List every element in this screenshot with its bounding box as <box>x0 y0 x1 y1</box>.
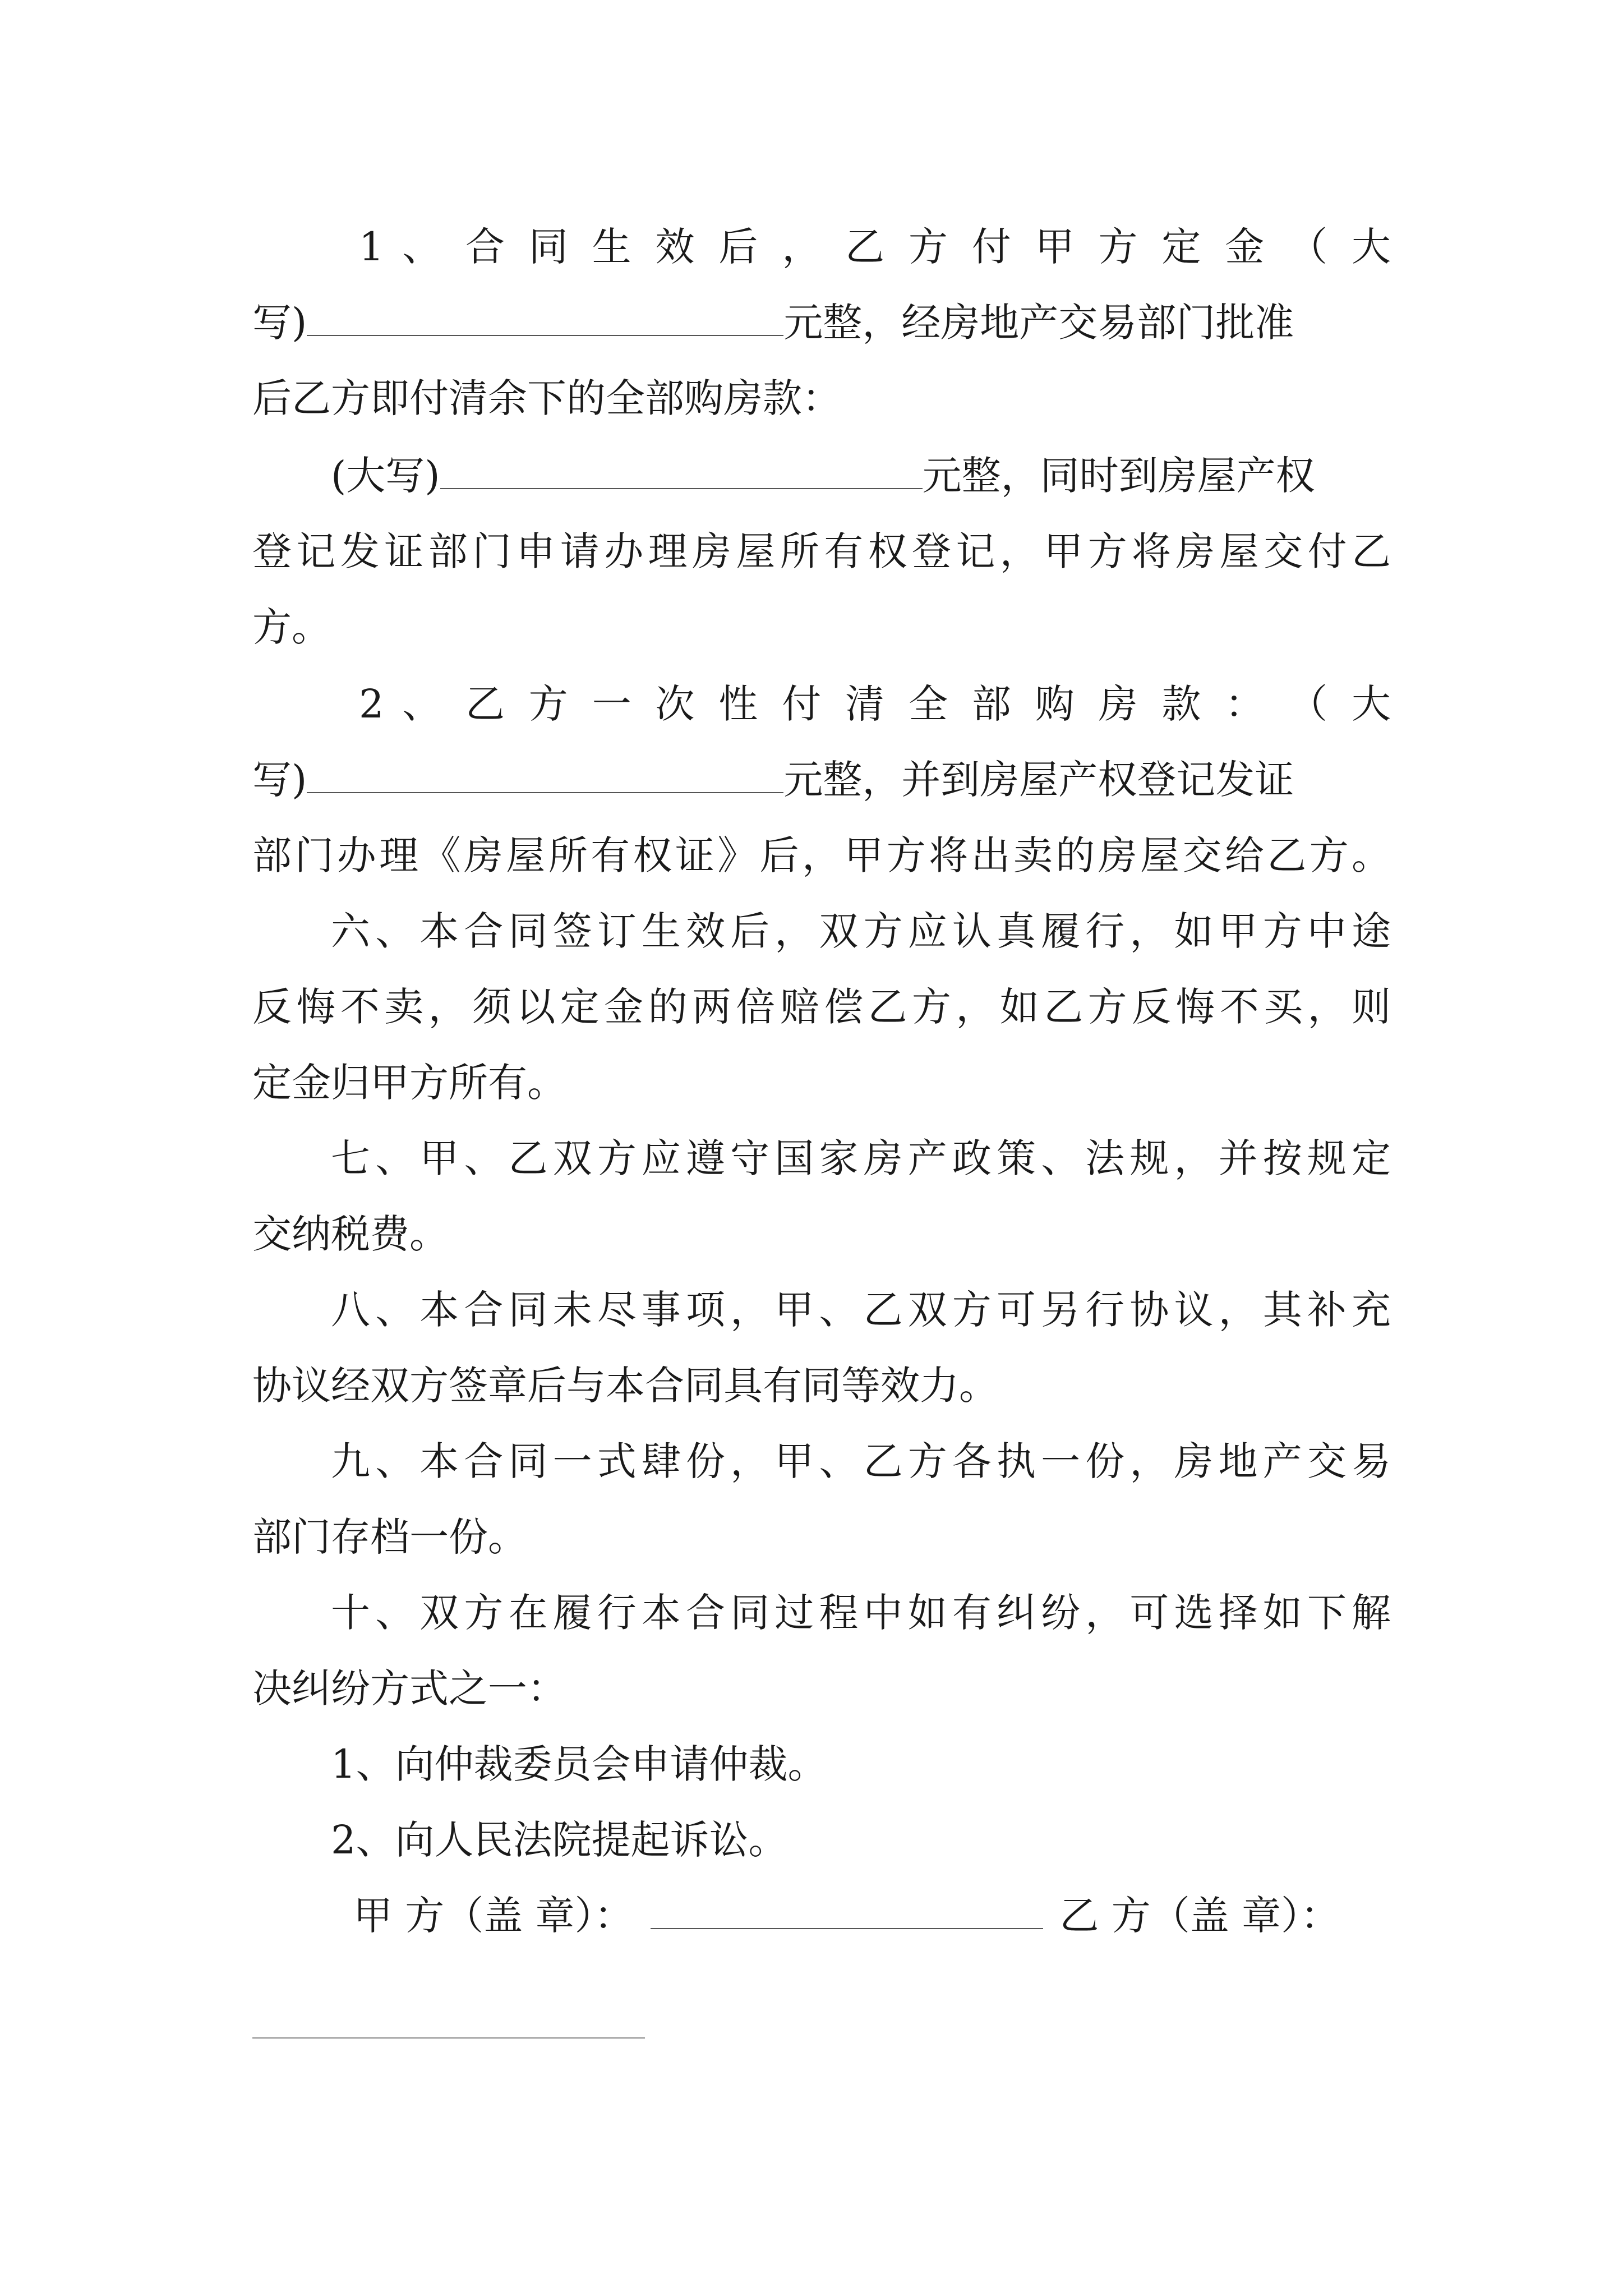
party-b-seal-blank[interactable] <box>252 2037 645 2039</box>
clause9-line1: 九、本合同一式肆份，甲、乙方各执一份，房地产交易 <box>331 1438 1391 1484</box>
item1-line1: 1 、 合 同 生 效 后 ， 乙 方 付 甲 方 定 金 （ 大 <box>359 224 1391 270</box>
clause10-option2: 2、向人民法院提起诉讼。 <box>331 1817 788 1863</box>
item2-line2 <box>252 752 1391 808</box>
item2-line2-suffix: 元整，并到房屋产权登记发证 <box>783 757 1294 803</box>
item1-line2-prefix: 写) <box>252 300 307 346</box>
item2-line2-prefix: 写) <box>252 757 307 803</box>
clause6-line3: 定金归甲方所有。 <box>252 1060 566 1106</box>
item1-line6: 方。 <box>252 604 331 650</box>
amount-blank-3[interactable] <box>307 753 783 793</box>
item1-line2 <box>252 295 1391 351</box>
item1-line2-suffix: 元整，经房地产交易部门批准 <box>783 300 1294 346</box>
item1-line5: 登记发证部门申请办理房屋所有权登记，甲方将房屋交付乙 <box>252 528 1391 574</box>
clause10-line2: 决纠纷方式之一： <box>252 1665 566 1711</box>
amount-blank-2[interactable] <box>440 449 923 489</box>
item1-line4-suffix: 元整，同时到房屋产权 <box>922 453 1315 499</box>
item1-line4-prefix: (大写) <box>331 453 440 499</box>
amount-blank-1[interactable] <box>307 296 783 336</box>
clause6-line1: 六、本合同签订生效后，双方应认真履行，如甲方中途 <box>331 908 1391 954</box>
clause7-line2: 交纳税费。 <box>252 1211 449 1257</box>
clause10-option1: 1、向仲裁委员会申请仲裁。 <box>331 1741 827 1787</box>
party-a-seal-label: 甲 方（盖 章）： <box>353 1893 634 1939</box>
signature-line <box>353 1888 1391 1944</box>
item2-line1: 2 、 乙 方 一 次 性 付 清 全 部 购 房 款 ： （ 大 <box>359 681 1391 727</box>
clause8-line1: 八、本合同未尽事项，甲、乙双方可另行协议，其补充 <box>331 1287 1391 1333</box>
clause6-line2: 反悔不卖，须以定金的两倍赔偿乙方，如乙方反悔不买，则 <box>252 984 1391 1030</box>
item1-line4 <box>331 448 1391 504</box>
clause7-line1: 七、甲、乙双方应遵守国家房产政策、法规，并按规定 <box>331 1135 1391 1181</box>
item1-line3: 后乙方即付清余下的全部购房款： <box>252 375 841 421</box>
clause10-line1: 十、双方在履行本合同过程中如有纠纷，可选择如下解 <box>331 1590 1391 1636</box>
party-b-seal-label: 乙 方（盖 章）： <box>1059 1893 1340 1939</box>
clause8-line2: 协议经双方签章后与本合同具有同等效力。 <box>252 1363 998 1409</box>
clause9-line2: 部门存档一份。 <box>252 1514 527 1560</box>
party-a-seal-blank[interactable] <box>651 1889 1043 1929</box>
item2-line3: 部门办理《房屋所有权证》后，甲方将出卖的房屋交给乙方。 <box>252 832 1391 878</box>
